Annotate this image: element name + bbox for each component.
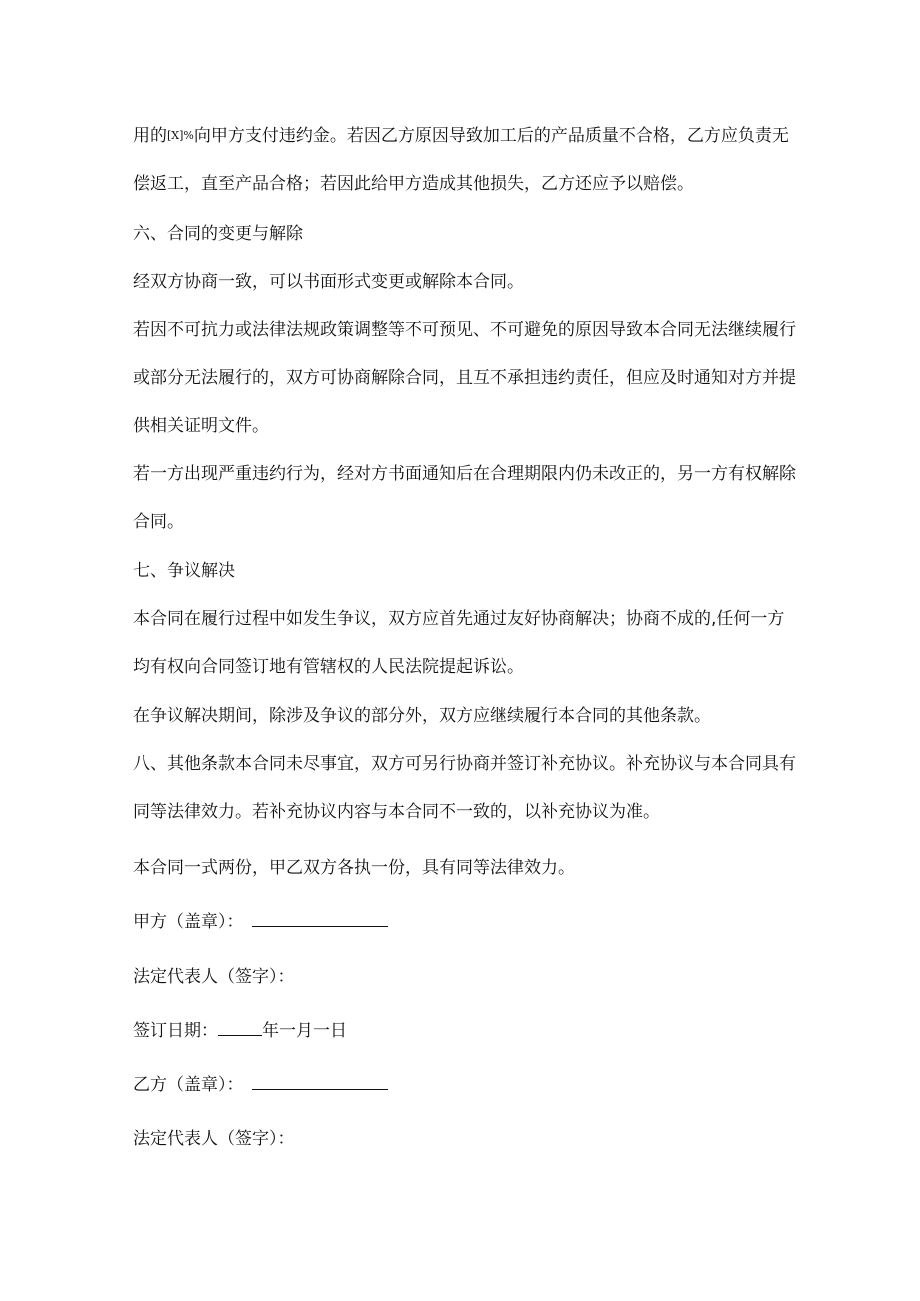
year-blank <box>218 1019 262 1036</box>
section6-paragraph-3-line-2: 合同。 <box>133 512 184 532</box>
section6-paragraph-2-line-3: 供相关证明文件。 <box>133 416 269 436</box>
section6-paragraph-1: 经双方协商一致，可以书面形式变更或解除本合同。 <box>133 272 524 292</box>
paragraph-line-2: 偿返工，直至产品合格；若因此给甲方造成其他损失，乙方还应予以赔偿。 <box>133 174 694 194</box>
party-b-seal-line <box>133 1073 388 1097</box>
party-b-seal-blank <box>252 1073 388 1090</box>
section7-paragraph-2: 在争议解决期间，除涉及争议的部分外，双方应继续履行本合同的其他条款。 <box>133 706 711 726</box>
signing-date-label: 签订日期： <box>133 1021 218 1041</box>
section8-line-1: 八、其他条款本合同未尽事宜，双方可另行协商并签订补充协议。补充协议与本合同具有 <box>133 754 796 774</box>
section7-paragraph-1-line-1: 本合同在履行过程中如发生争议，双方应首先通过友好协商解决；协商不成的,任何一方 <box>133 609 785 629</box>
signing-date-line <box>133 1019 347 1043</box>
section6-paragraph-3-line-1: 若一方出现严重违约行为，经对方书面通知后在合理期限内仍未改正的，另一方有权解除 <box>133 464 796 484</box>
party-a-label: 甲方（盖章）： <box>133 912 244 932</box>
party-b-representative: 法定代表人（签字）： <box>133 1129 295 1149</box>
party-a-seal-blank <box>252 910 388 927</box>
copies-statement: 本合同一式两份，甲乙双方各执一份，具有同等法律效力。 <box>133 858 575 878</box>
section6-paragraph-2-line-1: 若因不可抗力或法律法规政策调整等不可预见、不可避免的原因导致本合同无法继续履行 <box>133 320 796 340</box>
party-b-label: 乙方（盖章）： <box>133 1075 244 1095</box>
paragraph-line-1 <box>133 124 789 148</box>
section8-line-2: 同等法律效力。若补充协议内容与本合同不一致的，以补充协议为准。 <box>133 802 660 822</box>
section-title-6: 六、合同的变更与解除 <box>133 224 303 244</box>
signing-date-suffix: 年一月一日 <box>262 1021 347 1041</box>
section-title-7: 七、争议解决 <box>133 561 235 581</box>
text-fragment: 向甲方支付违约金。若因乙方原因导致加工后的产品质量不合格，乙方应负责无 <box>193 126 789 146</box>
party-a-seal-line <box>133 910 388 934</box>
text-fragment: 用的 <box>133 126 167 146</box>
party-a-representative: 法定代表人（签字）： <box>133 967 295 987</box>
percentage-placeholder: [X]% <box>167 129 194 142</box>
section7-paragraph-1-line-2: 均有权向合同签订地有管辖权的人民法院提起诉讼。 <box>133 657 524 677</box>
section6-paragraph-2-line-2: 或部分无法履行的，双方可协商解除合同，且互不承担违约责任，但应及时通知对方并提 <box>133 368 796 388</box>
